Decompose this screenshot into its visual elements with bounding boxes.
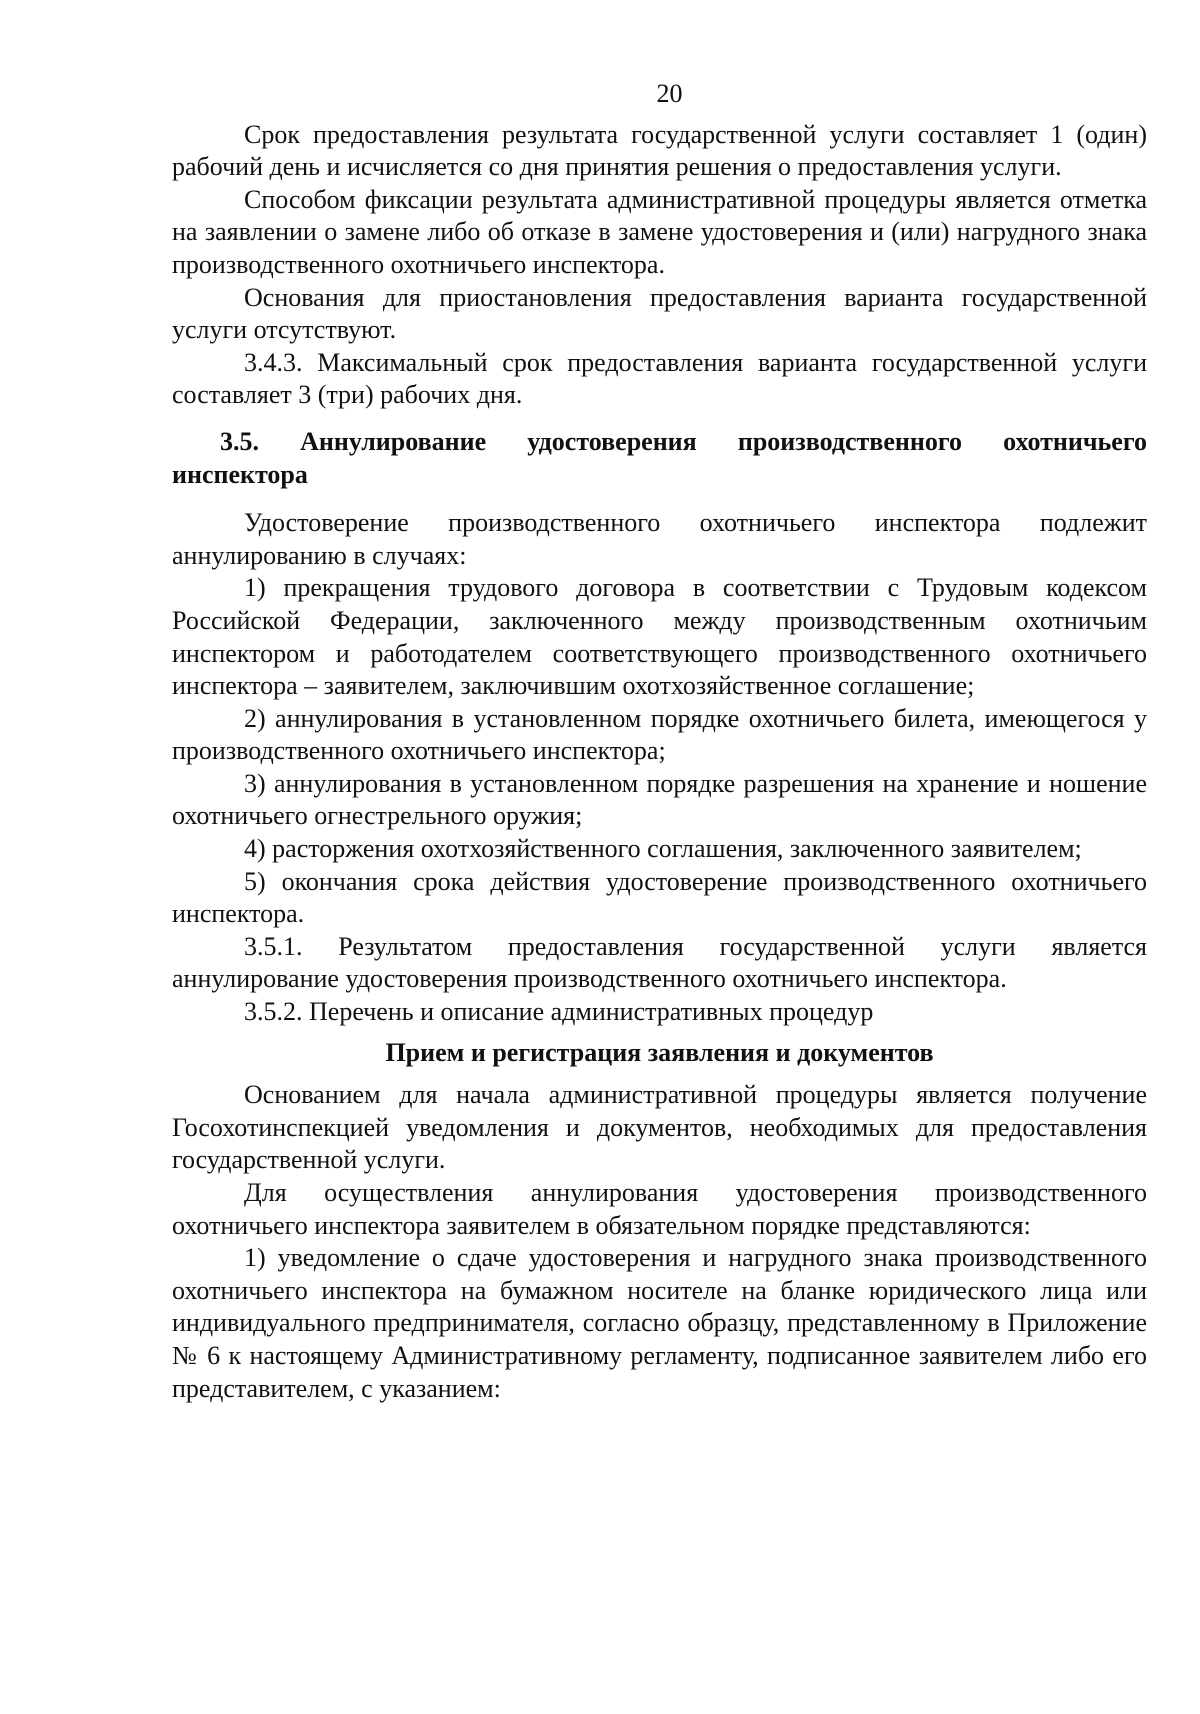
paragraph-fixation-method: Способом фиксации результата административной процедуры является отметка на заявлении о замене либо об отказе в замене удостоверения и (или) нагрудного знака производственного охотничьего инспектора. bbox=[172, 184, 1147, 279]
list-item-1: 1) прекращения трудового договора в соответствии с Трудовым кодексом Российской Федерации, заключенного между производственным охотничьим инспектором и работодателем соответствующего производственного охотничьего инспектора – заявителем, заключившим охотхозяйственное соглашение; bbox=[172, 573, 1147, 701]
paragraph-required-documents: Для осуществления аннулирования удостоверения производственного охотничьего инспектора заявителем в обязательном порядке представляются: bbox=[172, 1178, 1147, 1240]
paragraph-max-term: 3.4.3. Максимальный срок предоставления варианта государственной услуги составляет 3 (три) рабочих дня. bbox=[172, 347, 1147, 410]
paragraph-3-5-1: 3.5.1. Результатом предоставления государственной услуги является аннулирование удостоверения производственного охотничьего инспектора. bbox=[172, 931, 1147, 994]
paragraph-procedure-basis: Основанием для начала административной процедуры является получение Госохотинспекцией уведомления и документов, необходимых для предоставления государственной услуги. bbox=[172, 1080, 1147, 1175]
paragraph-3-5-2: 3.5.2. Перечень и описание административных процедур bbox=[244, 997, 874, 1027]
paragraph-suspension-grounds: Основания для приостановления предоставления варианта государственной услуги отсутствуют. bbox=[172, 282, 1147, 345]
list-item-notification: 1) уведомление о сдаче удостоверения и нагрудного знака производственного охотничьего инспектора на бумажном носителе на бланке юридического лица или индивидуального предпринимателя, согласно образцу, представленному в Приложение № 6 к настоящему Административному регламенту, подписанное заявителем либо его представителем, с указанием: bbox=[172, 1243, 1147, 1403]
list-item-2: 2) аннулирования в установленном порядке охотничьего билета, имеющегося у производственного охотничьего инспектора; bbox=[172, 703, 1147, 766]
paragraph-annulment-intro: Удостоверение производственного охотничьего инспектора подлежит аннулированию в случаях: bbox=[172, 508, 1147, 570]
subheading-reception: Прием и регистрация заявления и документов bbox=[385, 1037, 934, 1067]
list-item-5: 5) окончания срока действия удостоверение производственного охотничьего инспектора. bbox=[172, 866, 1147, 929]
document-page bbox=[172, 78, 1147, 1405]
list-item-3: 3) аннулирования в установленном порядке разрешения на хранение и ношение охотничьего огнестрельного оружия; bbox=[172, 768, 1147, 831]
list-item-4: 4) расторжения охотхозяйственного соглашения, заключенного заявителем; bbox=[244, 834, 1082, 864]
paragraph-result-term: Срок предоставления результата государственной услуги составляет 1 (один) рабочий день и исчисляется со дня принятия решения о предоставления услуги. bbox=[172, 119, 1147, 182]
page-number: 20 bbox=[656, 79, 683, 108]
section-heading-3-5: 3.5. Аннулирование удостоверения производственного охотничьего инспектора bbox=[172, 426, 1147, 489]
